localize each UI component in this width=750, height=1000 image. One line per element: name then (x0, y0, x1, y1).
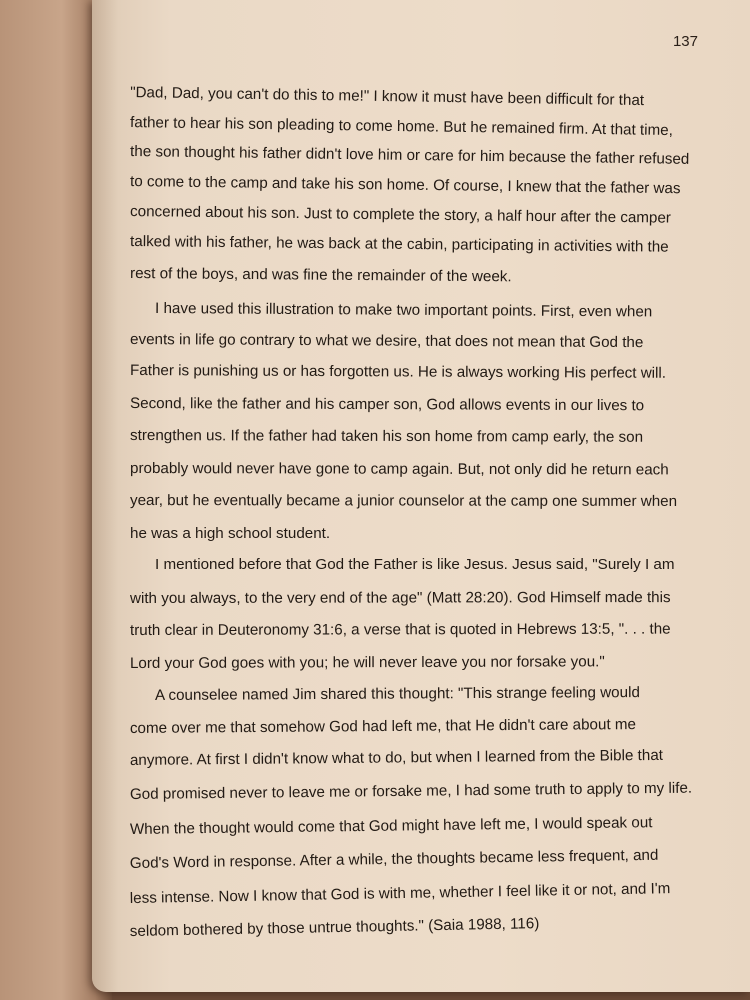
text-line: anymore. At first I didn't know what to do, but when I learned from the Bible that (129, 746, 664, 769)
text-line: probably would never have gone to camp again. But, not only did he return each (130, 460, 669, 479)
text-line: Father is punishing us or has forgotten us. He is always working His perfect will. (130, 362, 667, 382)
page-number: 137 (672, 33, 698, 50)
text-line: with you always, to the very end of the age" (Matt 28:20). God Himself made this (129, 589, 671, 607)
paragraph-first-line: A counselee named Jim shared this thought: "This strange feeling would (154, 684, 640, 704)
text-line: less intense. Now I know that God is with me, whether I feel like it or not, and I'm (129, 880, 671, 907)
text-line: year, but he eventually became a junior counselor at the camp one summer when (130, 492, 678, 510)
text-line: father to hear his son pleading to come home. But he remained firm. At that time, (130, 114, 674, 140)
text-line: come over me that somehow God had left me, that He didn't care about me (129, 716, 637, 737)
text-line: seldom bothered by those untrue thoughts." (Saia 1988, 116) (129, 915, 540, 940)
text-line: to come to the camp and take his son home. Of course, I knew that the father was (130, 173, 681, 198)
paragraph-first-line: I mentioned before that God the Father is like Jesus. Jesus said, "Surely I am (155, 556, 675, 573)
text-line: talked with his father, he was back at the cabin, participating in activities with the (130, 233, 669, 256)
text-line: he was a high school student. (130, 525, 331, 542)
text-line: God promised never to leave me or forsake me, I had some truth to apply to my life. (129, 779, 693, 803)
text-line: God's Word in response. After a while, the thoughts became less frequent, and (129, 846, 659, 872)
text-line: "Dad, Dad, you can't do this to me!" I know it must have been difficult for that (130, 84, 645, 110)
text-line: When the thought would come that God might have left me, I would speak out (129, 814, 653, 838)
text-line: the son thought his father didn't love him or care for him because the father refused (130, 143, 690, 168)
paragraph-first-line: I have used this illustration to make two important points. First, even when (155, 300, 653, 321)
text-line: strengthen us. If the father had taken his son home from camp early, the son (130, 427, 644, 446)
text-line: truth clear in Deuteronomy 31:6, a verse that is quoted in Hebrews 13:5, ". . . the (129, 620, 671, 639)
text-line: rest of the boys, and was fine the remainder of the week. (130, 265, 512, 286)
text-line: events in life go contrary to what we desire, that does not mean that God the (130, 331, 644, 352)
book-page (92, 0, 750, 992)
text-line: Second, like the father and his camper son, God allows events in our lives to (130, 395, 645, 415)
text-line: concerned about his son. Just to complete the story, a half hour after the camper (130, 203, 672, 227)
text-line: Lord your God goes with you; he will never leave you nor forsake you." (129, 653, 605, 672)
